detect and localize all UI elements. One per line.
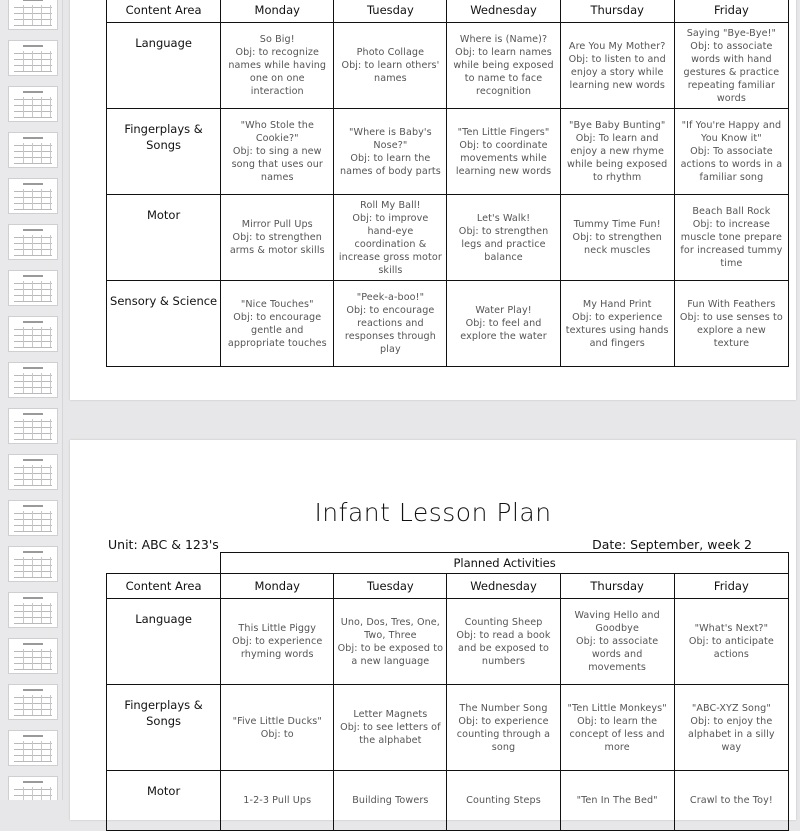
thumbnail-row-line [14,479,52,480]
thumbnail-col-line [32,649,33,669]
thumbnail-col-line [32,143,33,163]
thumbnail-title-line [23,551,43,553]
thumbnail-row-line [14,525,52,526]
page-thumbnail[interactable] [8,454,58,490]
activity-cell-thursday: My Hand Print Obj: to experience textures using hands and fingers [560,281,674,367]
thumbnail-row-line [14,301,52,302]
thumbnail-title-line [23,781,43,783]
content-area-cell: Language [107,599,221,685]
thumbnail-row-line [14,605,52,606]
table-row-fingerplays-songs [107,109,789,195]
thumbnail-col-line [41,327,42,347]
page-thumbnail[interactable] [8,500,58,536]
thumbnail-col-line [32,787,33,800]
thumbnail-col-line [50,419,51,439]
thumbnail-col-line [41,143,42,163]
thumbnail-title-line [23,183,43,185]
activity-cell-wednesday: Counting Sheep Obj: to read a book and be exposed to numbers [447,599,560,685]
thumbnail-col-line [50,51,51,71]
thumbnail-row-line [14,697,52,698]
thumbnail-title-line [23,0,43,1]
thumbnail-row-line [14,157,52,158]
thumbnail-row-line [14,669,52,670]
thumbnail-row-line [14,117,52,118]
day-header-monday: Monday [221,0,334,23]
thumbnail-row-line [14,795,52,796]
thumbnail-title-line [23,413,43,415]
thumbnail-col-line [50,787,51,800]
thumbnail-col-line [32,557,33,577]
planned-activities-row [107,553,789,574]
thumbnail-row-line [14,347,52,348]
thumbnail-col-line [23,419,24,439]
thumbnail-col-line [41,603,42,623]
thumbnail-row-line [14,209,52,210]
thumbnail-col-line [32,741,33,761]
activity-cell-wednesday: "Ten Little Fingers" Obj: to coordinate movements while learning new words [447,109,560,195]
thumbnail-col-line [50,143,51,163]
thumbnail-col-line [50,235,51,255]
unit-label: Unit: ABC & 123's [108,537,219,552]
thumbnail-col-line [41,511,42,531]
page-thumbnail[interactable] [8,132,58,168]
thumbnail-col-line [32,373,33,393]
activity-cell-monday: "Nice Touches" Obj: to encourage gentle and appropriate touches [221,281,334,367]
thumbnail-col-line [23,511,24,531]
thumbnail-row-line [14,381,52,382]
page-thumbnail[interactable] [8,592,58,628]
thumbnail-row-line [14,105,52,106]
day-header-tuesday: Tuesday [334,0,447,23]
thumbnail-col-line [41,557,42,577]
thumbnail-row-line [14,761,52,762]
activity-cell-friday: Crawl to the Toy! [674,771,788,831]
thumbnail-col-line [41,419,42,439]
thumbnail-row-line [14,651,52,652]
thumbnail-row-line [14,197,52,198]
thumbnail-col-line [41,649,42,669]
thumbnail-row-line [14,439,52,440]
activity-cell-wednesday: The Number Song Obj: to experience counting through a song [447,685,560,771]
thumbnail-row-line [14,743,52,744]
activity-cell-monday: "Five Little Ducks" Obj: to [221,685,334,771]
thumbnail-row-line [14,467,52,468]
activity-cell-friday: Fun With Feathers Obj: to use senses to explore a new texture [674,281,788,367]
page-thumbnail[interactable] [8,316,58,352]
thumbnail-row-line [14,433,52,434]
activity-cell-tuesday: Letter Magnets Obj: to see letters of the alphabet [334,685,447,771]
thumbnail-title-line [23,45,43,47]
content-area-cell: Motor [107,195,221,281]
day-header-wednesday: Wednesday [447,0,560,23]
thumbnail-row-line [14,427,52,428]
thumbnail-col-line [50,465,51,485]
content-area-cell: Motor [107,771,221,831]
page-thumbnail[interactable] [8,408,58,444]
thumbnail-row-line [14,65,52,66]
day-header-friday: Friday [674,574,788,599]
day-header-thursday: Thursday [560,574,674,599]
page-thumbnail[interactable] [8,86,58,122]
thumbnail-col-line [23,741,24,761]
thumbnail-row-line [14,485,52,486]
activity-cell-thursday: "Ten In The Bed" [560,771,674,831]
activity-cell-tuesday: Roll My Ball! Obj: to improve hand-eye coordination & increase gross motor skills [334,195,447,281]
thumbnail-col-line [41,5,42,25]
activity-cell-wednesday: Counting Steps [447,771,560,831]
thumbnail-col-line [32,603,33,623]
thumbnail-col-line [50,649,51,669]
thumbnail-row-line [14,289,52,290]
page-thumbnail[interactable] [8,730,58,766]
thumbnail-row-line [14,577,52,578]
thumbnail-col-line [23,695,24,715]
thumbnail-col-line [23,649,24,669]
thumbnail-col-line [50,5,51,25]
thumbnail-col-line [23,465,24,485]
thumbnail-row-line [14,393,52,394]
thumbnail-row-line [14,341,52,342]
thumbnail-row-line [14,243,52,244]
thumbnail-row-line [14,789,52,790]
thumbnail-row-line [14,13,52,14]
thumbnail-title-line [23,643,43,645]
thumbnail-col-line [23,557,24,577]
thumbnail-col-line [50,373,51,393]
day-header-thursday: Thursday [560,0,674,23]
day-header-wednesday: Wednesday [447,574,560,599]
empty-corner-cell [107,553,221,574]
thumbnail-row-line [14,749,52,750]
activity-cell-thursday: "Bye Baby Bunting" Obj: To learn and enjoy a new rhyme while being exposed to rhythm [560,109,674,195]
planned-activities-header: Planned Activities [221,553,789,574]
page-thumbnail[interactable] [8,178,58,214]
thumbnail-row-line [14,19,52,20]
thumbnail-row-line [14,755,52,756]
activity-cell-thursday: Waving Hello and Goodbye Obj: to associate words and movements [560,599,674,685]
thumbnail-col-line [32,511,33,531]
thumbnail-row-line [14,59,52,60]
thumbnail-col-line [50,695,51,715]
thumbnail-row-line [14,151,52,152]
thumbnail-col-line [23,603,24,623]
thumbnail-row-line [14,283,52,284]
table-row-motor [107,195,789,281]
day-header-friday: Friday [674,0,788,23]
content-area-cell: Fingerplays & Songs [107,685,221,771]
thumbnail-row-line [14,387,52,388]
thumbnail-col-line [50,603,51,623]
thumbnail-row-line [14,531,52,532]
document-page-2 [70,440,796,820]
thumbnail-col-line [23,5,24,25]
page-thumbnail-sidebar [0,0,63,800]
page-thumbnail[interactable] [8,546,58,582]
content-area-cell: Sensory & Science [107,281,221,367]
thumbnail-col-line [32,51,33,71]
lesson-plan-table-week-1 [106,0,789,367]
content-area-cell: Fingerplays & Songs [107,109,221,195]
activity-cell-tuesday: "Where is Baby's Nose?" Obj: to learn the names of body parts [334,109,447,195]
activity-cell-monday: This Little Piggy Obj: to experience rhyming words [221,599,334,685]
thumbnail-col-line [50,189,51,209]
activity-cell-tuesday: Building Towers [334,771,447,831]
thumbnail-row-line [14,611,52,612]
thumbnail-col-line [41,97,42,117]
page-thumbnail[interactable] [8,0,58,30]
day-header-tuesday: Tuesday [334,574,447,599]
thumbnail-title-line [23,735,43,737]
thumbnail-row-line [14,335,52,336]
table-row-fingerplays-songs [107,685,789,771]
thumbnail-row-line [14,421,52,422]
thumbnail-title-line [23,597,43,599]
thumbnail-row-line [14,519,52,520]
thumbnail-row-line [14,255,52,256]
thumbnail-title-line [23,229,43,231]
thumbnail-row-line [14,329,52,330]
thumbnail-col-line [41,51,42,71]
thumbnail-col-line [32,419,33,439]
thumbnail-title-line [23,505,43,507]
thumbnail-col-line [32,281,33,301]
thumbnail-row-line [14,111,52,112]
table-header-row [107,0,789,23]
thumbnail-col-line [23,373,24,393]
thumbnail-col-line [41,189,42,209]
thumbnail-col-line [41,787,42,800]
lesson-plan-table-week-2 [106,552,789,831]
thumbnail-col-line [50,281,51,301]
thumbnail-col-line [23,97,24,117]
table-row-language [107,23,789,109]
thumbnail-row-line [14,709,52,710]
thumbnail-col-line [23,189,24,209]
thumbnail-row-line [14,559,52,560]
thumbnail-col-line [32,327,33,347]
thumbnail-row-line [14,295,52,296]
thumbnail-row-line [14,249,52,250]
thumbnail-row-line [14,703,52,704]
page-thumbnail[interactable] [8,776,58,800]
activity-cell-wednesday: Where is (Name)? Obj: to learn names while being exposed to name to face recognition [447,23,560,109]
thumbnail-row-line [14,145,52,146]
thumbnail-col-line [41,235,42,255]
thumbnail-col-line [41,695,42,715]
thumbnail-col-line [41,373,42,393]
thumbnail-row-line [14,571,52,572]
activity-cell-thursday: Are You My Mother? Obj: to listen to and enjoy a story while learning new words [560,23,674,109]
activity-cell-monday: So Big! Obj: to recognize names while having one on one interaction [221,23,334,109]
thumbnail-col-line [41,465,42,485]
thumbnail-col-line [23,281,24,301]
thumbnail-col-line [41,741,42,761]
activity-cell-thursday: "Ten Little Monkeys" Obj: to learn the concept of less and more [560,685,674,771]
page-title: Infant Lesson Plan [314,498,552,527]
thumbnail-row-line [14,237,52,238]
thumbnail-title-line [23,91,43,93]
thumbnail-col-line [50,557,51,577]
page-thumbnail[interactable] [8,638,58,674]
document-page-1 [70,0,796,400]
thumbnail-row-line [14,513,52,514]
page-thumbnail[interactable] [8,40,58,76]
thumbnail-row-line [14,623,52,624]
thumbnail-row-line [14,617,52,618]
activity-cell-friday: "What's Next?" Obj: to anticipate actions [674,599,788,685]
thumbnail-col-line [32,235,33,255]
activity-cell-thursday: Tummy Time Fun! Obj: to strengthen neck muscles [560,195,674,281]
thumbnail-row-line [14,191,52,192]
thumbnail-title-line [23,459,43,461]
page-thumbnail[interactable] [8,270,58,306]
thumbnail-title-line [23,275,43,277]
thumbnail-col-line [50,511,51,531]
activity-cell-friday: "If You're Happy and You Know it" Obj: To associate actions to words in a familiar song [674,109,788,195]
thumbnail-row-line [14,25,52,26]
thumbnail-row-line [14,375,52,376]
activity-cell-friday: Beach Ball Rock Obj: to increase muscle tone prepare for increased tummy time [674,195,788,281]
day-header-monday: Monday [221,574,334,599]
thumbnail-row-line [14,71,52,72]
activity-cell-tuesday: "Peek-a-boo!" Obj: to encourage reactions and responses through play [334,281,447,367]
activity-cell-friday: "ABC-XYZ Song" Obj: to enjoy the alphabet in a silly way [674,685,788,771]
content-area-header: Content Area [107,0,221,23]
activity-cell-monday: "Who Stole the Cookie?" Obj: to sing a new song that uses our names [221,109,334,195]
date-label: Date: September, week 2 [592,537,752,552]
thumbnail-col-line [23,143,24,163]
thumbnail-row-line [14,473,52,474]
table-row-motor [107,771,789,831]
thumbnail-title-line [23,137,43,139]
thumbnail-row-line [14,565,52,566]
thumbnail-col-line [41,281,42,301]
thumbnail-col-line [23,787,24,800]
content-area-header: Content Area [107,574,221,599]
thumbnail-title-line [23,367,43,369]
page-thumbnail[interactable] [8,362,58,398]
thumbnail-row-line [14,99,52,100]
thumbnail-col-line [50,741,51,761]
table-header-row [107,574,789,599]
table-row-language [107,599,789,685]
thumbnail-col-line [32,5,33,25]
activity-cell-monday: 1-2-3 Pull Ups [221,771,334,831]
thumbnail-title-line [23,689,43,691]
thumbnail-col-line [50,327,51,347]
thumbnail-row-line [14,203,52,204]
thumbnail-title-line [23,321,43,323]
thumbnail-col-line [23,235,24,255]
activity-cell-friday: Saying "Bye-Bye!" Obj: to associate words with hand gestures & practice repeating familiar words [674,23,788,109]
thumbnail-col-line [32,97,33,117]
content-area-cell: Language [107,23,221,109]
activity-cell-tuesday: Photo Collage Obj: to learn others' names [334,23,447,109]
thumbnail-col-line [32,189,33,209]
activity-cell-wednesday: Let's Walk! Obj: to strengthen legs and practice balance [447,195,560,281]
activity-cell-tuesday: Uno, Dos, Tres, One, Two, Three Obj: to be exposed to a new language [334,599,447,685]
thumbnail-row-line [14,663,52,664]
activity-cell-wednesday: Water Play! Obj: to feel and explore the water [447,281,560,367]
page-thumbnail[interactable] [8,224,58,260]
activity-cell-monday: Mirror Pull Ups Obj: to strengthen arms & motor skills [221,195,334,281]
thumbnail-row-line [14,53,52,54]
table-row-sensory-science [107,281,789,367]
thumbnail-col-line [32,695,33,715]
thumbnail-row-line [14,7,52,8]
thumbnail-col-line [23,51,24,71]
thumbnail-row-line [14,715,52,716]
thumbnail-row-line [14,657,52,658]
page-thumbnail[interactable] [8,684,58,720]
thumbnail-col-line [32,465,33,485]
thumbnail-row-line [14,163,52,164]
thumbnail-col-line [23,327,24,347]
thumbnail-col-line [50,97,51,117]
